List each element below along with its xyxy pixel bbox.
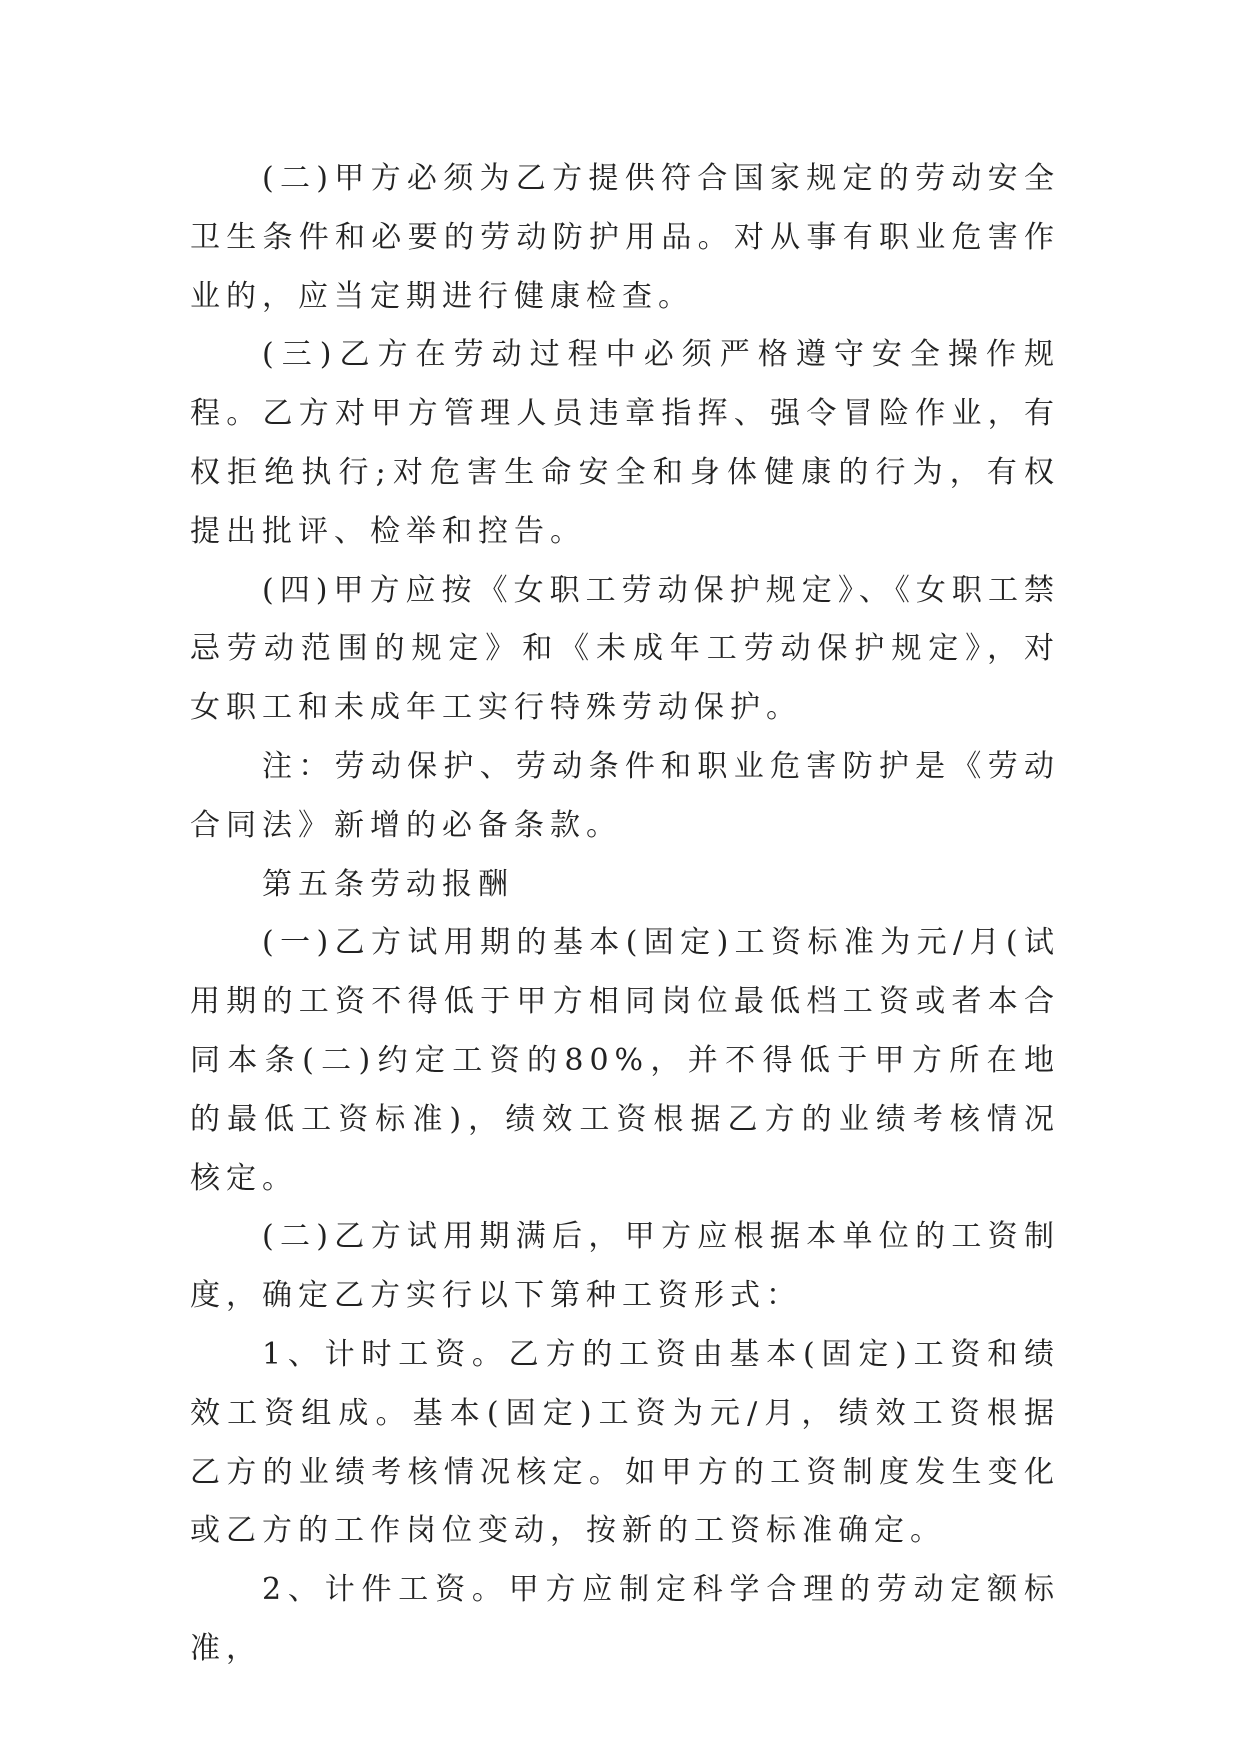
document-body	[190, 150, 1060, 1679]
paragraph-safety-conditions: (二)甲方必须为乙方提供符合国家规定的劳动安全卫生条件和必要的劳动防护用品。对从事有职业危害作业的，应当定期进行健康检查。	[190, 161, 1060, 314]
paragraph-safety-rules: (三)乙方在劳动过程中必须严格遵守安全操作规程。乙方对甲方管理人员违章指挥、强令冒险作业，有权拒绝执行;对危害生命安全和身体健康的行为，有权提出批评、检举和控告。	[190, 337, 1060, 549]
section-heading-remuneration: 第五条劳动报酬	[262, 866, 514, 902]
paragraph-wage-form: (二)乙方试用期满后，甲方应根据本单位的工资制度，确定乙方实行以下第种工资形式：	[190, 1219, 1060, 1314]
paragraph-note: 注：劳动保护、劳动条件和职业危害防护是《劳动合同法》新增的必备条款。	[190, 748, 1060, 843]
paragraph-time-wage: 1、计时工资。乙方的工资由基本(固定)工资和绩效工资组成。基本(固定)工资为元/月，绩效工资根据乙方的业绩考核情况核定。如甲方的工资制度发生变化或乙方的工作岗位变动，按新的工资标准确定。	[190, 1336, 1060, 1549]
paragraph-probation-wage: (一)乙方试用期的基本(固定)工资标准为元/月(试用期的工资不得低于甲方相同岗位最低档工资或者本合同本条(二)约定工资的80%，并不得低于甲方所在地的最低工资标准)，绩效工资根据乙方的业绩考核情况核定。	[190, 925, 1060, 1196]
paragraph-piece-wage: 2、计件工资。甲方应制定科学合理的劳动定额标准，	[190, 1572, 1060, 1666]
paragraph-special-protection: (四)甲方应按《女职工劳动保护规定》、《女职工禁忌劳动范围的规定》和《未成年工劳动保护规定》，对女职工和未成年工实行特殊劳动保护。	[190, 572, 1060, 726]
